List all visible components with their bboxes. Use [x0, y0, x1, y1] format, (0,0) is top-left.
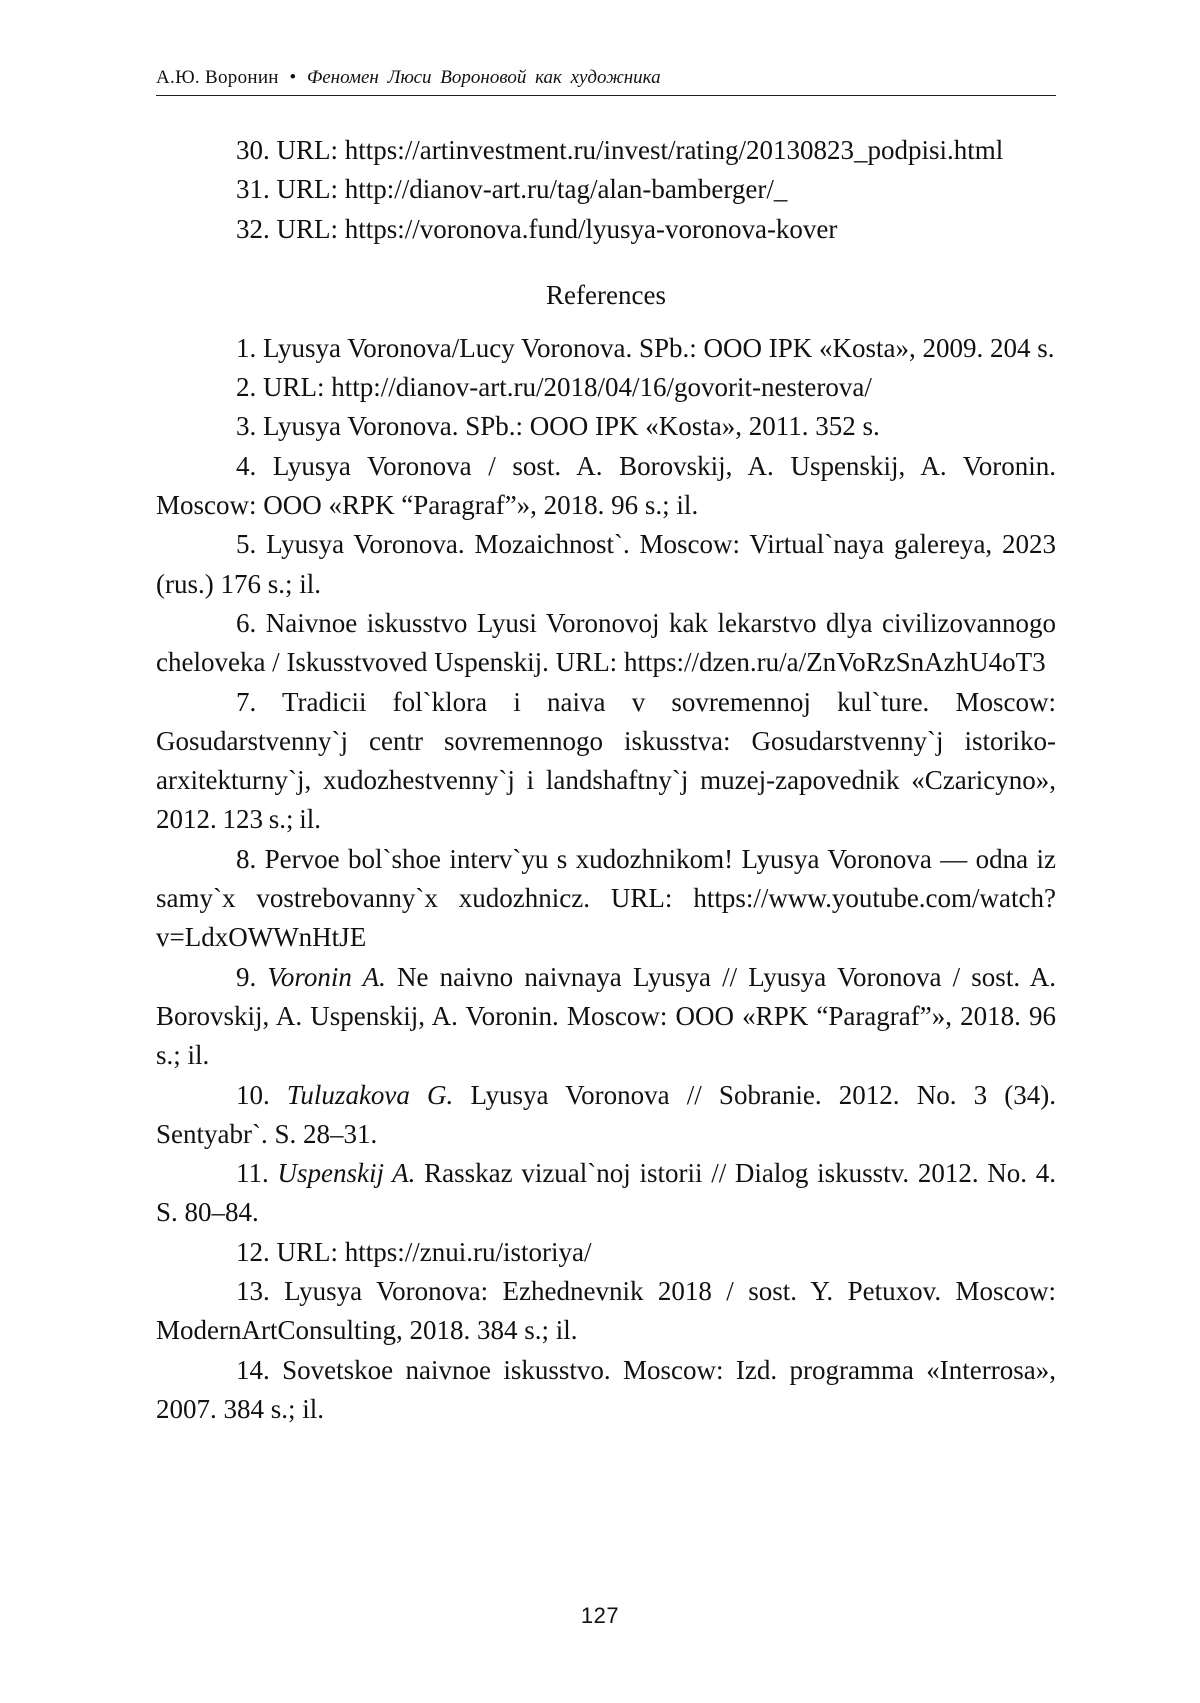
- reference-text: URL: http://dianov-art.ru/2018/04/16/govorit-nesterova/: [263, 372, 872, 402]
- reference-text: Lyusya Voronova. Mozaichnost`. Moscow: Virtual`naya gale­reya, 2023 (rus.) 176 s.; il.: [156, 529, 1056, 598]
- reference-item: [156, 368, 1056, 407]
- reference-number: 13.: [236, 1276, 270, 1306]
- note-item: 32. URL: https://voronova.fund/lyusya-voronova-kover: [156, 210, 1056, 249]
- reference-number: 10.: [236, 1080, 270, 1110]
- reference-text: URL: https://znui.ru/istoriya/: [277, 1237, 592, 1267]
- reference-text: Rasskaz vizual`noj istorii // Dialog iskusstv. 2012. No. 4. S. 80–84.: [156, 1158, 1056, 1227]
- reference-text: Ne naivno naivnaya Lyusya // Lyusya Voronova / sost. A. Borovskij, A. Uspenskij, A. Voronin. Moscow: OOO «RPK “Paragraf”», 2018. 96 s.; il.: [156, 962, 1056, 1071]
- reference-item: [156, 1272, 1056, 1351]
- reference-text: Tradicii fol`klora i naiva v sovremennoj kul`ture. Moscow: Gosudarstvenny`j centr sovremennogo iskusstva: Gosudarstvenny`j is­toriko-arxitekturny`j, xudozhestvenny`j i landshaftny`j muzej-zapoved­nik «Czaricyno», 2012. 123 s.; il.: [156, 687, 1056, 835]
- reference-author: Voronin A.: [267, 962, 385, 992]
- header-author: А.Ю. Воронин: [156, 67, 279, 88]
- reference-author: Uspenskij A.: [277, 1158, 415, 1188]
- reference-number: 2.: [236, 372, 256, 402]
- reference-number: 14.: [236, 1355, 270, 1385]
- reference-item: [156, 840, 1056, 958]
- reference-text: Sovetskoe naivnoe iskusstvo. Moscow: Izd. programma «In­terrosa», 2007. 384 s.; il.: [156, 1355, 1056, 1424]
- reference-text: Lyusya Voronova/Lucy Voronova. SPb.: OOO IPK «Kosta», 2009. 204 s.: [263, 333, 1055, 363]
- reference-number: 3.: [236, 411, 256, 441]
- reference-number: 12.: [236, 1237, 270, 1267]
- header-bullet: •: [290, 67, 297, 88]
- note-item: 31. URL: http://dianov-art.ru/tag/alan-bamberger/_: [156, 170, 1056, 209]
- page-number: 127: [0, 1603, 1200, 1629]
- reference-text: Pervoe bol`shoe interv`yu s xudozhnikom! Lyusya Vorono­va — odna iz samy`x vostrebovanny`x xudozhnicz. URL: https://www.​youtube.com/watch?v=LdxOWWnHtJE: [156, 844, 1056, 953]
- reference-item: [156, 1233, 1056, 1272]
- running-header: [156, 66, 1056, 96]
- reference-number: 5.: [236, 529, 256, 559]
- reference-number: 7.: [236, 687, 256, 717]
- reference-text: Lyusya Voronova // Sobranie. 2012. No. 3 (34). Sentyabr`. S. 28–31.: [156, 1080, 1056, 1149]
- note-item: 30. URL: https://artinvestment.ru/invest/rating/20130823_podpi­si.html: [156, 131, 1056, 170]
- reference-text: Lyusya Voronova. SPb.: OOO IPK «Kosta», 2011. 352 s.: [263, 411, 880, 441]
- page-body: [156, 131, 1056, 1429]
- reference-item: [156, 407, 1056, 446]
- reference-number: 6.: [236, 608, 256, 638]
- reference-item: [156, 1154, 1056, 1233]
- reference-item: [156, 683, 1056, 840]
- reference-item: [156, 958, 1056, 1076]
- references-list: [156, 329, 1056, 1429]
- reference-number: 9.: [236, 962, 256, 992]
- references-heading: References: [156, 276, 1056, 315]
- reference-item: [156, 525, 1056, 604]
- notes-list: [156, 131, 1056, 249]
- reference-text: Lyusya Voronova: Ezhednevnik 2018 / sost. Y. Petuxov. Mos­cow: ModernArtConsulting, 2018. 384 s.; il.: [156, 1276, 1056, 1345]
- reference-text: Naivnoe iskusstvo Lyusi Voronovoj kak lekarstvo dlya civi­lizovannogo cheloveka / Iskusstvoved Uspenskij. URL: https://dzen.​ru/a/ZnVoRzSnAzhU4oT3: [156, 608, 1056, 677]
- reference-item: [156, 1076, 1056, 1155]
- reference-text: Lyusya Voronova / sost. A. Borovskij, A. Uspenskij, A. Voro­nin. Moscow: OOO «RPK “Paragraf”», 2018. 96 s.; il.: [156, 451, 1056, 520]
- reference-item: [156, 604, 1056, 683]
- reference-number: 11.: [236, 1158, 269, 1188]
- reference-item: [156, 447, 1056, 526]
- reference-item: [156, 329, 1056, 368]
- reference-item: [156, 1351, 1056, 1430]
- reference-author: Tuluzakova G.: [287, 1080, 453, 1110]
- reference-number: 1.: [236, 333, 256, 363]
- reference-number: 8.: [236, 844, 256, 874]
- reference-number: 4.: [236, 451, 256, 481]
- header-article-title: Феномен Люси Вороновой как художника: [307, 67, 661, 88]
- document-page: [0, 0, 1200, 1703]
